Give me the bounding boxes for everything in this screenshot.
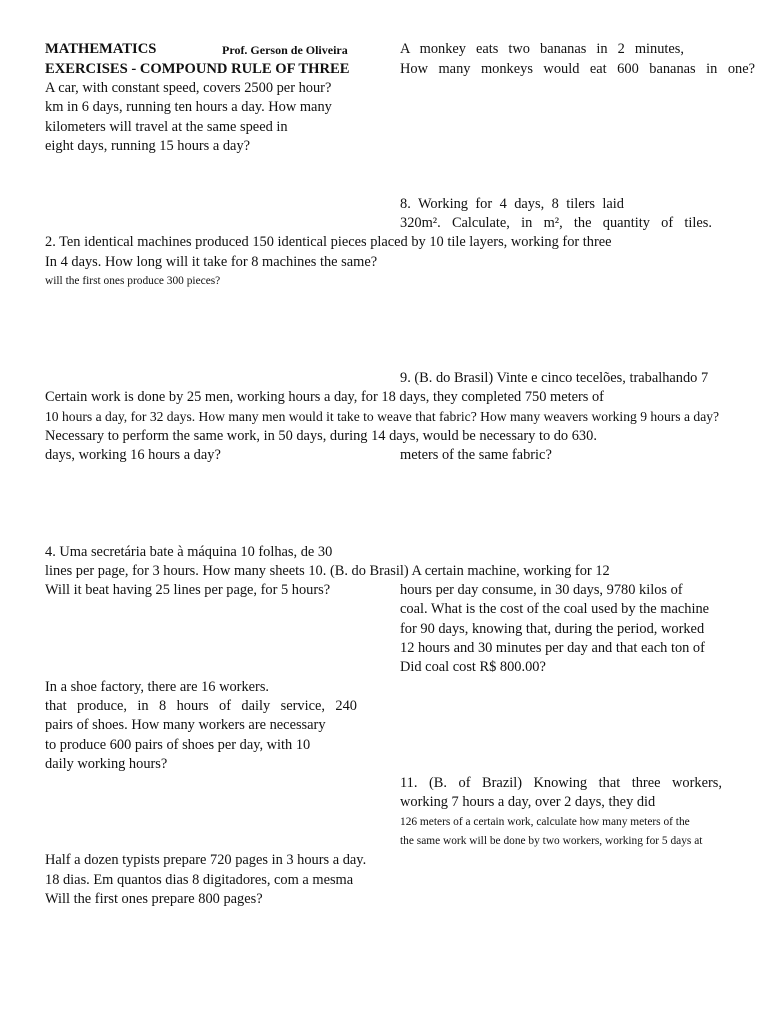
exercise-3-line: Certain work is done by 25 men, working hours a day, for 18 days, they completed 750 meters of bbox=[45, 389, 604, 405]
exercise-5-line: In a shoe factory, there are 16 workers. bbox=[45, 679, 270, 695]
exercise-10-line: 12 hours and 30 minutes per day and that each ton of bbox=[400, 640, 705, 656]
exercise-6-line: Will the first ones prepare 800 pages? bbox=[45, 891, 263, 907]
exercise-9-line: meters of the same fabric? bbox=[400, 447, 552, 463]
exercise-5-line: daily working hours? bbox=[45, 756, 168, 772]
exercise-5-line: that produce, in 8 hours of daily service, 240 bbox=[45, 698, 357, 714]
page-title: EXERCISES - COMPOUND RULE OF THREE bbox=[45, 61, 350, 77]
exercise-2-line: 2. Ten identical machines produced 150 identical pieces placed by 10 tile layers, working for three bbox=[45, 234, 612, 250]
exercise-5-line: to produce 600 pairs of shoes per day, with 10 bbox=[45, 737, 311, 753]
exercise-5-line: pairs of shoes. How many workers are necessary bbox=[45, 717, 326, 733]
exercise-1-line: eight days, running 15 hours a day? bbox=[45, 138, 251, 154]
exercise-11-line: the same work will be done by two workers, working for 5 days at bbox=[400, 835, 703, 847]
exercise-11-line: working 7 hours a day, over 2 days, they did bbox=[400, 794, 656, 810]
exercise-1-line: km in 6 days, running ten hours a day. How many bbox=[45, 99, 332, 115]
exercise-3-line: 10 hours a day, for 32 days. How many men would it take to weave that fabric? How many weavers working 9 hours a day? bbox=[45, 409, 720, 424]
exercise-10-line: Did coal cost R$ 800.00? bbox=[400, 659, 546, 675]
exercise-3-line: days, working 16 hours a day? bbox=[45, 447, 221, 463]
exercise-6-line: Half a dozen typists prepare 720 pages in 3 hours a day. bbox=[45, 852, 367, 868]
exercise-11-line: 11. (B. of Brazil) Knowing that three workers, bbox=[400, 775, 722, 791]
exercise-10-line: coal. What is the cost of the coal used by the machine bbox=[400, 601, 710, 617]
exercise-11-line: 126 meters of a certain work, calculate how many meters of the bbox=[400, 816, 690, 828]
exercise-8-line: 320m². Calculate, in m², the quantity of tiles. bbox=[400, 215, 712, 231]
subject-heading: MATHEMATICS bbox=[45, 41, 157, 57]
exercise-10-line: hours per day consume, in 30 days, 9780 kilos of bbox=[400, 582, 683, 598]
exercise-8-line: 8. Working for 4 days, 8 tilers laid bbox=[400, 196, 624, 212]
exercise-4-line: Will it beat having 25 lines per page, for 5 hours? bbox=[45, 582, 331, 598]
professor-name: Prof. Gerson de Oliveira bbox=[222, 43, 348, 57]
exercise-1-line: A car, with constant speed, covers 2500 per hour? bbox=[45, 80, 332, 96]
exercise-6-line: 18 dias. Em quantos dias 8 digitadores, com a mesma bbox=[45, 872, 354, 888]
exercise-1-line: kilometers will travel at the same speed in bbox=[45, 119, 288, 135]
exercise-9-line: 9. (B. do Brasil) Vinte e cinco tecelões, trabalhando 7 bbox=[400, 370, 709, 386]
exercise-4-line: lines per page, for 3 hours. How many sheets 10. (B. do Brasil) A certain machine, working for 12 bbox=[45, 563, 610, 579]
exercise-4-line: 4. Uma secretária bate à máquina 10 folhas, de 30 bbox=[45, 544, 333, 560]
exercise-monkey-line: A monkey eats two bananas in 2 minutes, bbox=[400, 41, 684, 57]
exercise-2-line: will the first ones produce 300 pieces? bbox=[45, 275, 221, 287]
exercise-2-line: In 4 days. How long will it take for 8 machines the same? bbox=[45, 254, 378, 270]
exercise-3-line: Necessary to perform the same work, in 50 days, during 14 days, would be necessary to do 630. bbox=[45, 428, 597, 444]
exercise-10-line: for 90 days, knowing that, during the period, worked bbox=[400, 621, 705, 637]
exercise-monkey-line: How many monkeys would eat 600 bananas in one? bbox=[400, 61, 755, 77]
